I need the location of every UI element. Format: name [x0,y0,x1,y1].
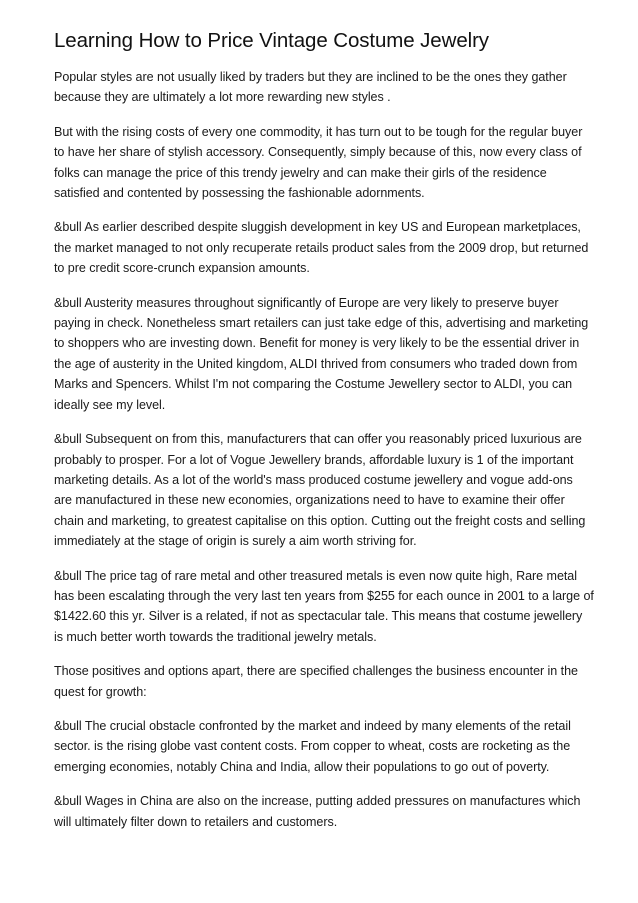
paragraph-9: &bull Wages in China are also on the increase, putting added pressures on manufactures which will ultimately filter down to retailers and customers. [54,794,581,829]
paragraph-8: &bull The crucial obstacle confronted by the market and indeed by many elements of the retail sector. is the rising globe vast content costs. From copper to wheat, costs are rocketing as the emerging economies, notably China and India, allow their populations to go out of poverty. [54,718,571,774]
paragraph-6: &bull The price tag of rare metal and other treasured metals is even now quite high, Rare metal has been escalating through the very last ten years from $255 for each ounce in 2001 to a large of $1422.60 this yr. Silver is a related, if not as spectacular tale. This means that costume jewellery is much better worth towards the traditional jewelry metals. [54,568,594,644]
document-title: Learning How to Price Vintage Costume Jewelry [54,29,489,52]
document-body [54,67,594,832]
paragraph-4: &bull Austerity measures throughout significantly of Europe are very likely to preserve buyer paying in check. Nonetheless smart retailers can just take edge of this, advertising and marketing to shoppers who are investing down. Benefit for money is very likely to be the essential driver in the age of austerity in the United kingdom, ALDI thrived from consumers who traded down from Marks and Spencers. Whilst I'm not comparing the Costume Jewellery sector to ALDI, you can ideally see my level. [54,295,589,412]
paragraph-1: Popular styles are not usually liked by traders but they are inclined to be the ones they gather because they are ultimately a lot more rewarding new styles . [54,70,567,105]
paragraph-3: &bull As earlier described despite sluggish development in key US and European marketplaces, the market managed to not only recuperate retails product sales from the 2009 drop, but returned to pre credit score-crunch expansion amounts. [54,220,589,276]
paragraph-7: Those positives and options apart, there are specified challenges the business encounter in the quest for growth: [54,664,578,699]
paragraph-2: But with the rising costs of every one commodity, it has turn out to be tough for the regular buyer to have her share of stylish accessory. Consequently, simply because of this, now every class of folks can manage the price of this trendy jewelry and can make their girls of the residence satisfied and contented by possessing the fashionable adornments. [54,124,583,201]
paragraph-5: &bull Subsequent on from this, manufacturers that can offer you reasonably priced luxurious are probably to prosper. For a lot of Vogue Jewellery brands, affordable luxury is 1 of the important marketing details. As a lot of the world's mass produced costume jewellery and vogue add-ons are manufactured in these new economies, organizations need to have to examine their offer chain and marketing, to greatest capitalise on this option. Cutting out the freight costs and selling immediately at the stage of origin is surely a aim worth striving for. [54,432,586,549]
document-page [54,26,594,846]
